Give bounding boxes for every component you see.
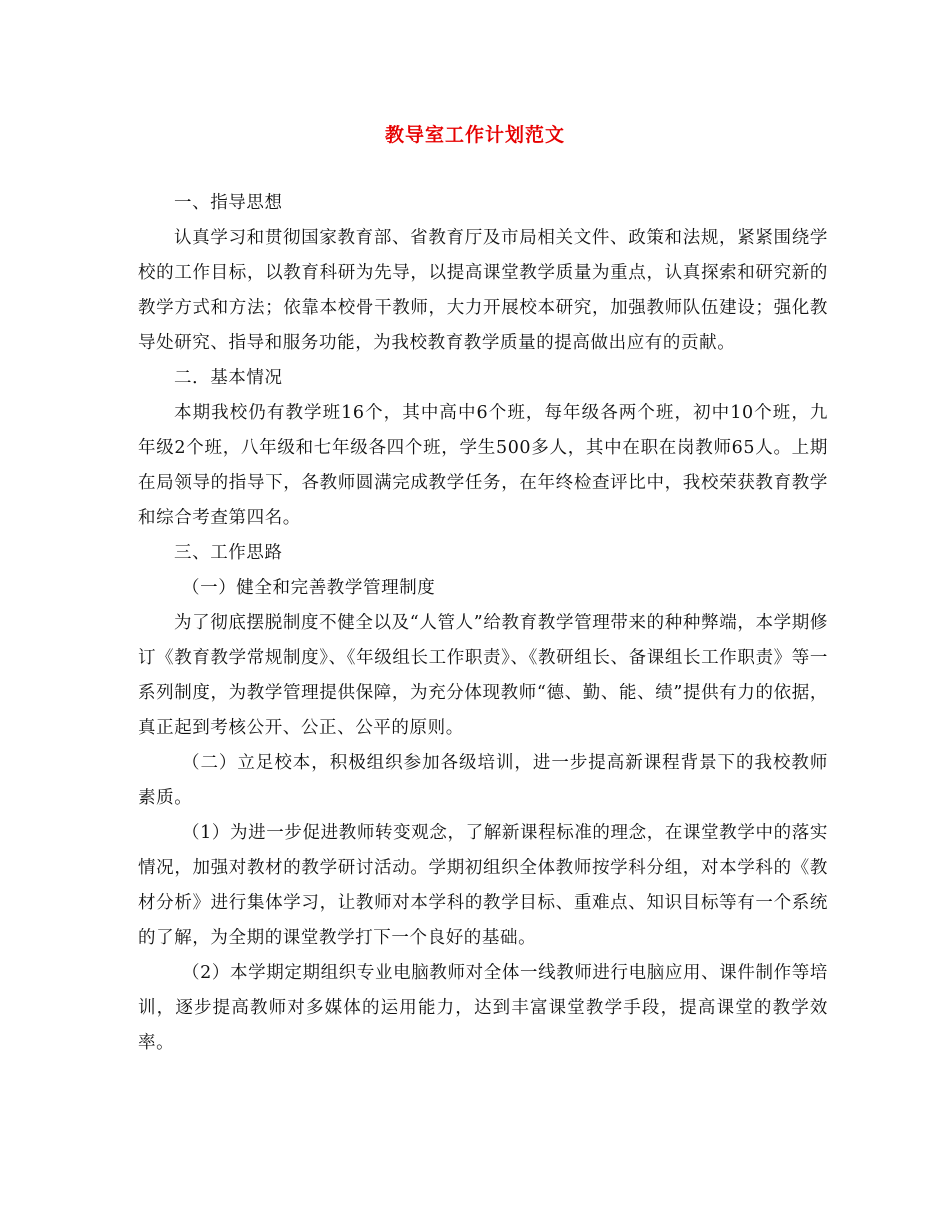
subheading-management-system: （一）健全和完善教学管理制度 — [182, 578, 436, 598]
paragraph-training-item-2: （2）本学期定期组织专业电脑教师对全体一线教师进行电脑应用、课件制作等培训，逐步提高教师对多媒体的运用能力，达到丰富课堂教学手段，提高课堂的教学效率。 — [138, 963, 828, 1053]
subheading-teacher-training: （二）立足校本，积极组织参加各级培训，进一步提高新课程背景下的我校教师素质。 — [138, 753, 828, 808]
section-heading-work-approach: 三、工作思路 — [174, 543, 283, 563]
paragraph-management-system: 为了彻底摆脱制度不健全以及“人管人”给教育教学管理带来的种种弊端，本学期修订《教育教学常规制度》、《年级组长工作职责》、《教研组长、备课组长工作职责》等一系列制度，为教学管理提供保障，为充分体现教师“德、勤、能、绩”提供有力的依据，真正起到考核公开、公正、公平的原则。 — [138, 613, 828, 738]
paragraph-guiding-ideology: 认真学习和贯彻国家教育部、省教育厅及市局相关文件、政策和法规，紧紧围绕学校的工作目标，以教育科研为先导，以提高课堂教学质量为重点，认真探索和研究新的教学方式和方法；依靠本校骨干教师，大力开展校本研究，加强教师队伍建设；强化教导处研究、指导和服务功能，为我校教育教学质量的提高做出应有的贡献。 — [138, 228, 828, 353]
paragraph-basic-situation: 本期我校仍有教学班16个，其中高中6个班，每年级各两个班，初中10个班，九年级2个班，八年级和七年级各四个班，学生500多人，其中在职在岗教师65人。上期在局领导的指导下，各教师圆满完成教学任务，在年终检查评比中，我校荣获教育教学和综合考查第四名。 — [138, 403, 828, 528]
section-heading-guiding-ideology: 一、指导思想 — [174, 193, 283, 213]
document-body — [138, 186, 828, 1061]
paragraph-training-item-1: （1）为进一步促进教师转变观念，了解新课程标准的理念，在课堂教学中的落实情况，加强对教材的教学研讨活动。学期初组织全体教师按学科分组，对本学科的《教材分析》进行集体学习，让教师对本学科的教学目标、重难点、知识目标等有一个系统的了解，为全期的课堂教学打下一个良好的基础。 — [138, 823, 828, 948]
document-title: 教导室工作计划范文 — [384, 124, 565, 146]
section-heading-basic-situation: 二．基本情况 — [174, 368, 283, 388]
